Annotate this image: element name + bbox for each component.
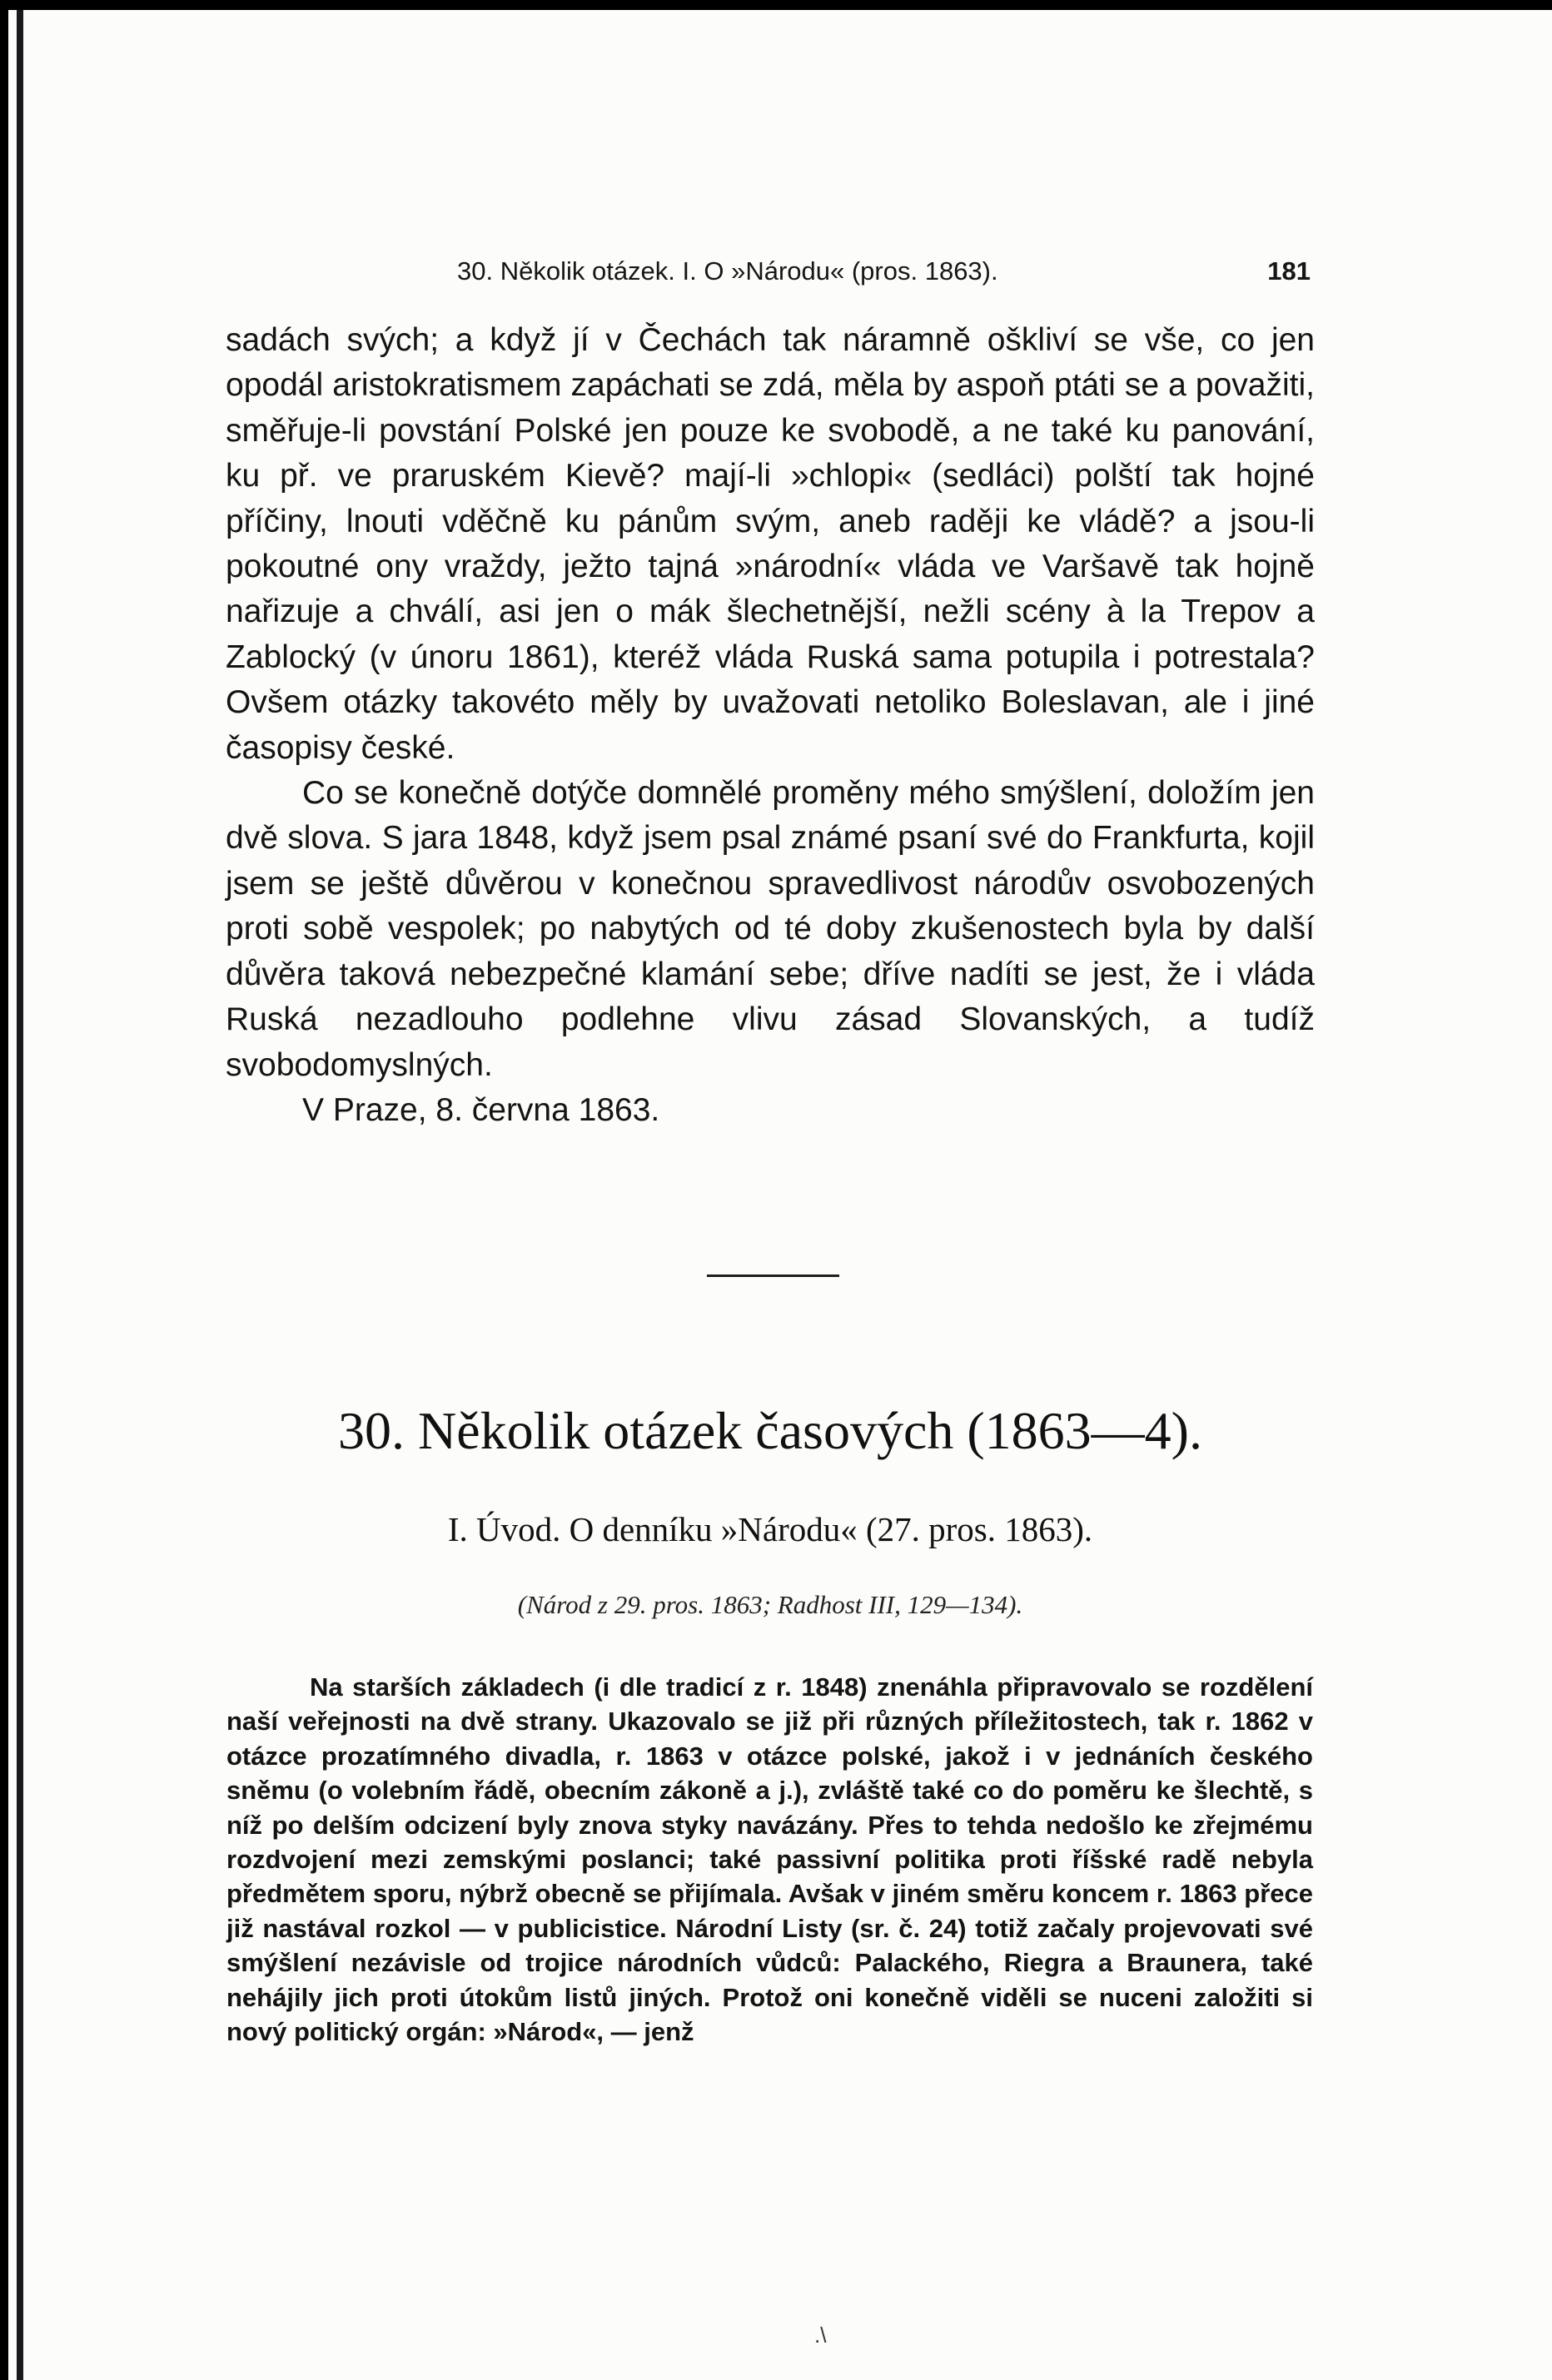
book-page bbox=[8, 10, 1552, 2380]
section-title: I. Úvod. O denníku »Národu« (27. pros. 1863). bbox=[447, 1510, 1093, 1548]
running-header bbox=[457, 256, 1311, 293]
intro-paragraph: Na starších základech (i dle tradicí z r. 1848) znenáhla připravovalo se rozdělení naší veřejnosti na dvě strany. Ukazovalo se již při různých příležitostech, tak r. 1862 v otázce prozatímného divadla, r. 1863 v otázce polské, jakož i v jednáních českého sněmu (o volebním řádě, obecním zákoně a j.), zvláště také co do poměru ke šlechtě, s níž po delším odcizení byly znova styky navázány. Přes to tehda nedošlo ke zřejmému rozdvojení mezi zemskými poslanci; také passivní politika proti říšské radě nebyla předmětem sporu, nýbrž obecně se přijímala. Avšak v jiném směru koncem r. 1863 přece již nastával rozkol — v publicistice. Národní Listy (sr. č. 24) totiž začaly projevovati své smýšlení nezávisle od trojice národních vůdců: Palackého, Riegra a Braunera, také nehájily jich proti útokům listů jiných. Protož oni konečně viděli se nuceni založiti si nový politický orgán: »Národ«, — jenž bbox=[226, 1672, 1313, 2047]
paragraph: Co se konečně dotýče domnělé proměny mého smýšlení, doložím jen dvě slova. S jara 1848, když jsem psal známé psaní své do Frankfurta, kojil jsem se ještě důvěrou v konečnou spravedlivost národův osvobozených proti sobě vespolek; po nabytých od té doby zkušenostech byla by další důvěra taková nebezpečné klamání sebe; dříve nadíti se jest, že i vláda Ruská nezadlouho podlehne vlivu zásad Slovanských, a tudíž svobodomyslných. bbox=[226, 775, 1315, 1083]
running-title: 30. Několik otázek. I. O »Národu« (pros. 1863). bbox=[457, 256, 998, 286]
footer-mark: .\ bbox=[814, 2323, 827, 2348]
scan-edge bbox=[17, 10, 23, 2380]
paragraph: sadách svých; a když jí v Čechách tak náramně oškliví se vše, co jen opodál aristokratismem zapáchati se zdá, měla by aspoň ptáti se a považiti, směřuje-li povstání Polské jen pouze ke svobodě, a ne také ku panování, ku př. ve praruském Kievě? mají-li »chlopi« (sedláci) polští tak hojné příčiny, lnouti vděčně ku pánům svým, aneb raději ke vládě? a jsou-li pokoutné ony vraždy, ježto tajná »národní« vláda ve Varšavě tak hojně nařizuje a chválí, asi jen o mák šlechetnější, nežli scény à la Trepov a Zablocký (v únoru 1861), kteréž vláda Ruská sama potupila i potrestala? Ovšem otázky takovéto měly by uvažovati netoliko Boleslavan, ale i jiné časopisy české. bbox=[226, 322, 1315, 766]
section-divider bbox=[707, 1274, 839, 1277]
source-note: (Národ z 29. pros. 1863; Radhost III, 129—134). bbox=[517, 1590, 1023, 1619]
chapter-title: 30. Několik otázek časových (1863—4). bbox=[338, 1401, 1202, 1460]
intro-text bbox=[226, 1670, 1313, 2049]
date-line: V Praze, 8. června 1863. bbox=[302, 1091, 660, 1128]
body-text bbox=[226, 318, 1315, 1133]
page-number: 181 bbox=[1267, 256, 1311, 286]
